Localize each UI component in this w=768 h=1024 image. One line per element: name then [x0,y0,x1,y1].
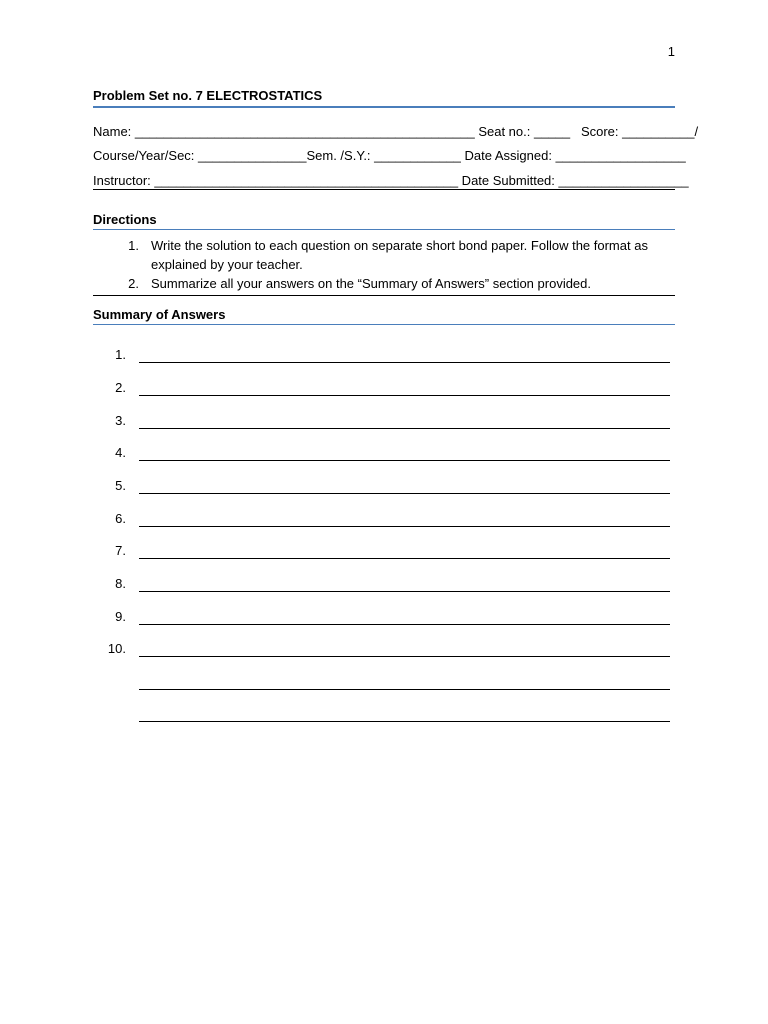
answer-line[interactable] [139,721,670,722]
direction-item [93,236,675,274]
answer-line[interactable] [139,558,670,559]
answer-line[interactable] [139,624,670,625]
direction-text [139,274,675,293]
answer-line[interactable] [139,656,670,657]
direction-number: 2. [128,276,139,291]
answer-row [93,576,670,596]
instructor-date-submitted-line: Instructor: __________________________________________ Date Submitted: __________________ [93,173,689,188]
answer-number: 10. [107,641,126,656]
answer-line[interactable] [139,395,670,396]
answer-row [93,641,670,661]
answer-line[interactable] [139,362,670,363]
answer-line[interactable] [139,493,670,494]
page-title: Problem Set no. 7 ELECTROSTATICS [93,88,675,108]
answer-number: 4. [115,445,126,460]
answer-line[interactable] [139,689,670,690]
directions-heading: Directions [93,212,675,230]
answer-row [93,380,670,400]
answer-line[interactable] [139,591,670,592]
answer-row [93,543,670,563]
answer-number: 1. [115,347,126,362]
name-seat-score-line: Name: _______________________________________________ Seat no.: _____ Score: __________/ [93,124,699,139]
answer-row [93,511,670,531]
page-number: 1 [667,44,675,59]
answer-row [93,347,670,367]
direction-text-body: Summarize all your answers on the “Summary of Answers” section provided. [151,276,592,291]
answer-number: 7. [115,543,126,558]
summary-heading: Summary of Answers [93,307,675,325]
answer-row [93,445,670,465]
answer-number: 6. [115,511,126,526]
answer-number: 3. [115,413,126,428]
answer-line[interactable] [139,428,670,429]
answer-row [93,609,670,629]
answer-row-continuation [93,706,670,726]
answer-row-continuation [93,674,670,694]
answer-row [93,478,670,498]
answer-line[interactable] [139,526,670,527]
direction-text-body: Write the solution to each question on separate short bond paper. Follow the format as explained by your teacher. [151,238,648,272]
answer-number: 5. [115,478,126,493]
answer-number: 9. [115,609,126,624]
answer-line[interactable] [139,460,670,461]
course-sem-date-assigned-line: Course/Year/Sec: _______________Sem. /S.Y.: ____________ Date Assigned: __________________ [93,148,686,163]
direction-item [93,274,675,293]
direction-text [139,236,675,274]
answer-number: 2. [115,380,126,395]
answer-number: 8. [115,576,126,591]
direction-number: 1. [128,238,139,253]
answer-row [93,413,670,433]
directions-list [93,236,675,296]
